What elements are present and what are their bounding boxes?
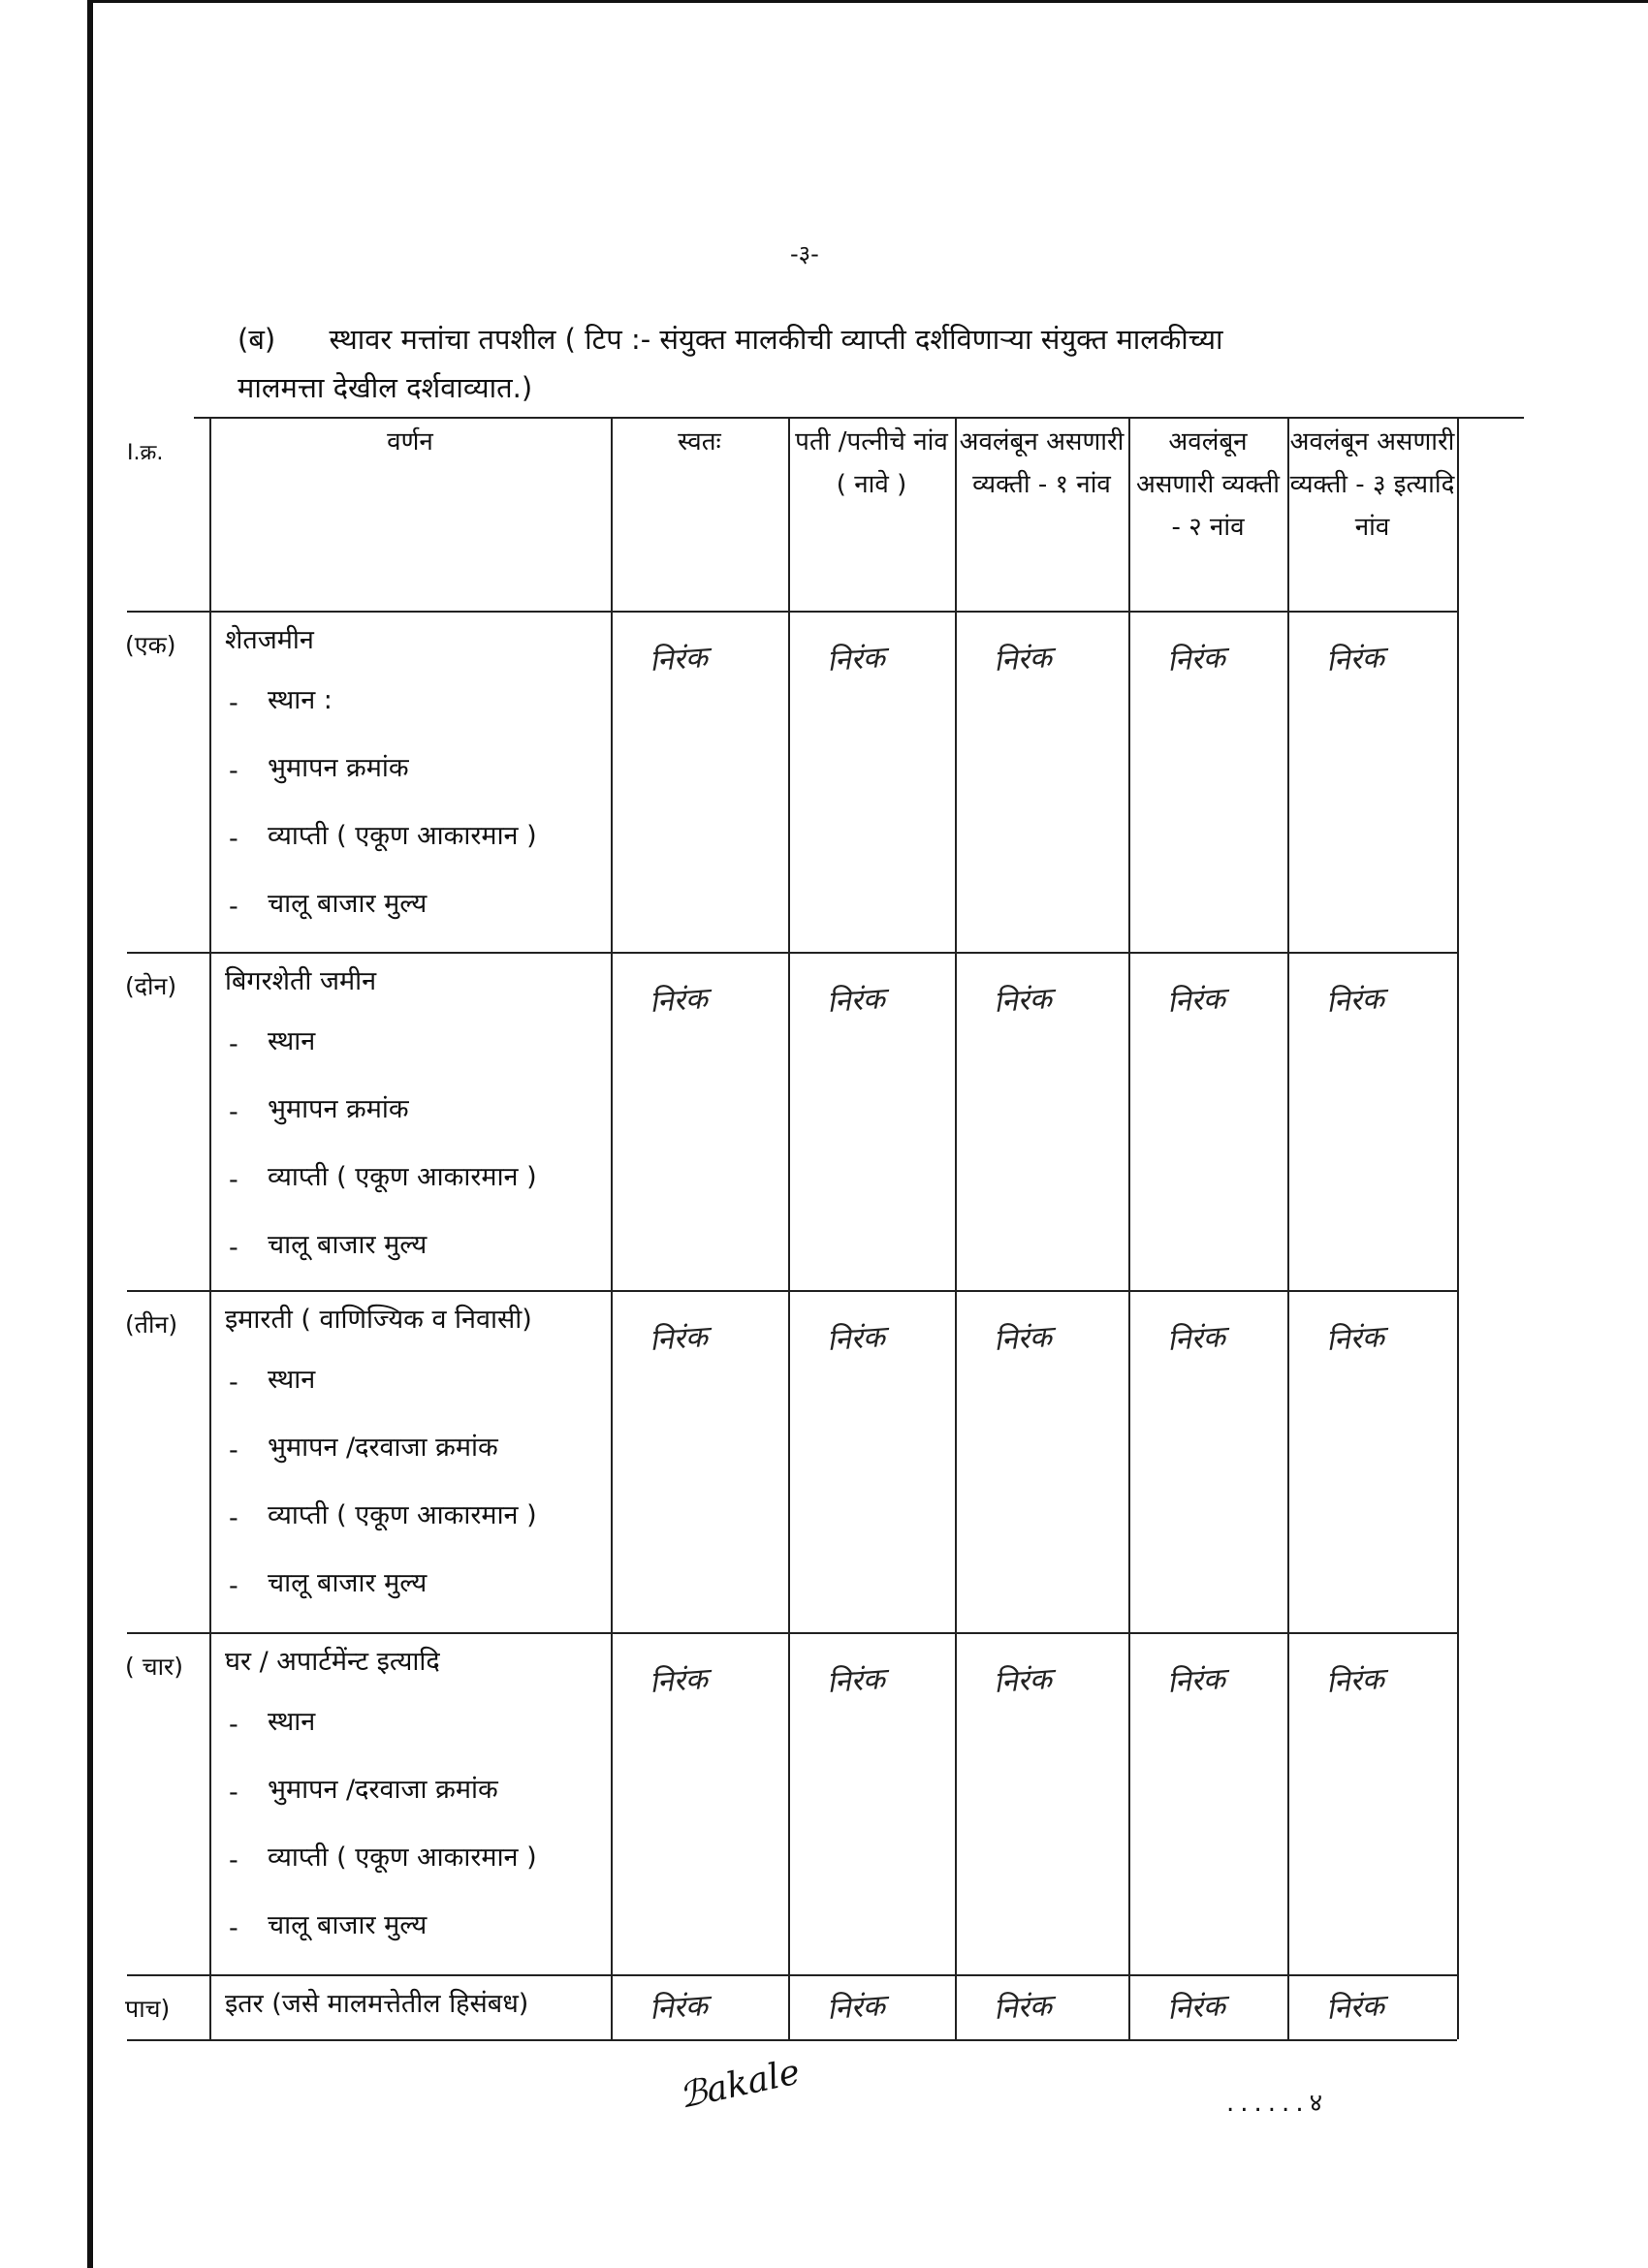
cell-value-handwritten: निरंक [992,981,1054,1021]
cell-value-handwritten: निरंक [825,1661,887,1701]
table-row-line [127,611,1457,613]
table-header-5: अवलंबून असणारी व्यक्ती - २ नांव [1135,427,1281,542]
table-col-line [209,417,211,2039]
row-item-dash: - [229,1503,238,1533]
table-header-2: स्वतः [678,427,721,457]
cell-value-handwritten: निरंक [648,981,710,1021]
table-header-4: अवलंबून असणारी व्यक्ती - १ नांव [959,427,1125,499]
row-item: स्थान [268,1365,316,1395]
scan-edge [87,0,93,2268]
section-heading: (ब) स्थावर मत्तांचा तपशील ( टिप :- संयुक्त मालकीची व्याप्ती दर्शविणाऱ्या संयुक्त मालकीच्या [238,323,1223,356]
cell-value-handwritten: निरंक [1165,1319,1227,1359]
row-item: स्थान : [268,685,333,715]
row-item-dash: - [229,1097,238,1127]
cell-value-handwritten: निरंक [648,1988,710,2028]
row-item: व्याप्ती ( एकूण आकारमान ) [268,1162,537,1192]
cell-value-handwritten: निरंक [825,1988,887,2028]
row-number: (तीन) [125,1310,178,1339]
cell-value-handwritten: निरंक [1324,1319,1386,1359]
table-col-line [788,417,790,2039]
row-item-dash: - [229,1571,238,1601]
row-number: (दोन) [125,972,177,1000]
row-item-dash: - [229,1165,238,1195]
cell-value-handwritten: निरंक [1165,1661,1227,1701]
table-col-line [955,417,957,2039]
row-number: ( चार) [125,1653,184,1681]
cell-value-handwritten: निरंक [825,981,887,1021]
row-item: भुमापन क्रमांक [268,753,409,783]
row-title: इतर (जसे मालमत्तेतील हिसंबध) [225,1989,529,2019]
row-item-dash: - [229,824,238,854]
row-item-dash: - [229,1845,238,1875]
row-item-dash: - [229,1029,238,1059]
row-number: पाच) [125,1995,171,2023]
table-col-line [1287,417,1289,2039]
table-header-0: I.क्र. [127,441,164,465]
row-item: चालू बाजार मुल्य [268,1568,428,1598]
next-page-marker: ......४ [1226,2089,1329,2118]
table-row-line [194,417,1524,419]
table-row-line [127,2039,1457,2041]
row-item-dash: - [229,1368,238,1398]
row-item: चालू बाजार मुल्य [268,1910,428,1940]
row-item: भुमापन क्रमांक [268,1094,409,1124]
table-col-line [1457,417,1459,2039]
cell-value-handwritten: निरंक [1165,1988,1227,2028]
row-item-dash: - [229,1710,238,1740]
table-header-3: पती /पत्नीचे नांव ( नावे ) [795,427,948,499]
row-item: भुमापन /दरवाजा क्रमांक [268,1433,498,1463]
table-row-line [127,952,1457,954]
row-item-dash: - [229,1913,238,1943]
cell-value-handwritten: निरंक [992,1988,1054,2028]
row-item-dash: - [229,892,238,922]
cell-value-handwritten: निरंक [1165,640,1227,679]
cell-value-handwritten: निरंक [648,1319,710,1359]
table-row-line [127,1290,1457,1292]
cell-value-handwritten: निरंक [648,640,710,679]
cell-value-handwritten: निरंक [1324,1988,1386,2028]
cell-value-handwritten: निरंक [825,640,887,679]
row-item: चालू बाजार मुल्य [268,889,428,919]
table-col-line [611,417,613,2039]
row-title: बिगरशेती जमीन [225,966,377,996]
row-item-dash: - [229,756,238,786]
signature: ℬakale [676,2052,804,2117]
cell-value-handwritten: निरंक [1324,640,1386,679]
row-item: भुमापन /दरवाजा क्रमांक [268,1775,498,1805]
row-item-dash: - [229,1778,238,1808]
cell-value-handwritten: निरंक [992,1319,1054,1359]
row-item-dash: - [229,1435,238,1465]
cell-value-handwritten: निरंक [1324,981,1386,1021]
row-item: चालू बाजार मुल्य [268,1230,428,1260]
table-header-1: वर्णन [387,427,433,457]
row-item: स्थान [268,1707,316,1737]
row-item: स्थान [268,1026,316,1056]
row-item: व्याप्ती ( एकूण आकारमान ) [268,1500,537,1530]
cell-value-handwritten: निरंक [992,640,1054,679]
row-title: इमारती ( वाणिज्यिक व निवासी) [225,1305,532,1335]
row-title: घर / अपार्टमेंन्ट इत्यादि [225,1647,440,1677]
table-col-line [1128,417,1130,2039]
row-number: (एक) [125,631,176,659]
table-header-6: अवलंबून असणारी व्यक्ती - ३ इत्यादि नांव [1289,427,1455,542]
cell-value-handwritten: निरंक [825,1319,887,1359]
cell-value-handwritten: निरंक [1324,1661,1386,1701]
row-title: शेतजमीन [225,625,314,655]
cell-value-handwritten: निरंक [1165,981,1227,1021]
cell-value-handwritten: निरंक [648,1661,710,1701]
row-item-dash: - [229,688,238,718]
row-item-dash: - [229,1233,238,1263]
table-row-line [127,1974,1457,1976]
page-number: -३- [790,240,819,268]
cell-value-handwritten: निरंक [992,1661,1054,1701]
row-item: व्याप्ती ( एकूण आकारमान ) [268,1843,537,1873]
section-heading-line2: मालमत्ता देखील दर्शवाव्यात.) [238,371,533,404]
table-row-line [127,1632,1457,1634]
scan-edge-top [87,0,1648,3]
row-item: व्याप्ती ( एकूण आकारमान ) [268,821,537,851]
